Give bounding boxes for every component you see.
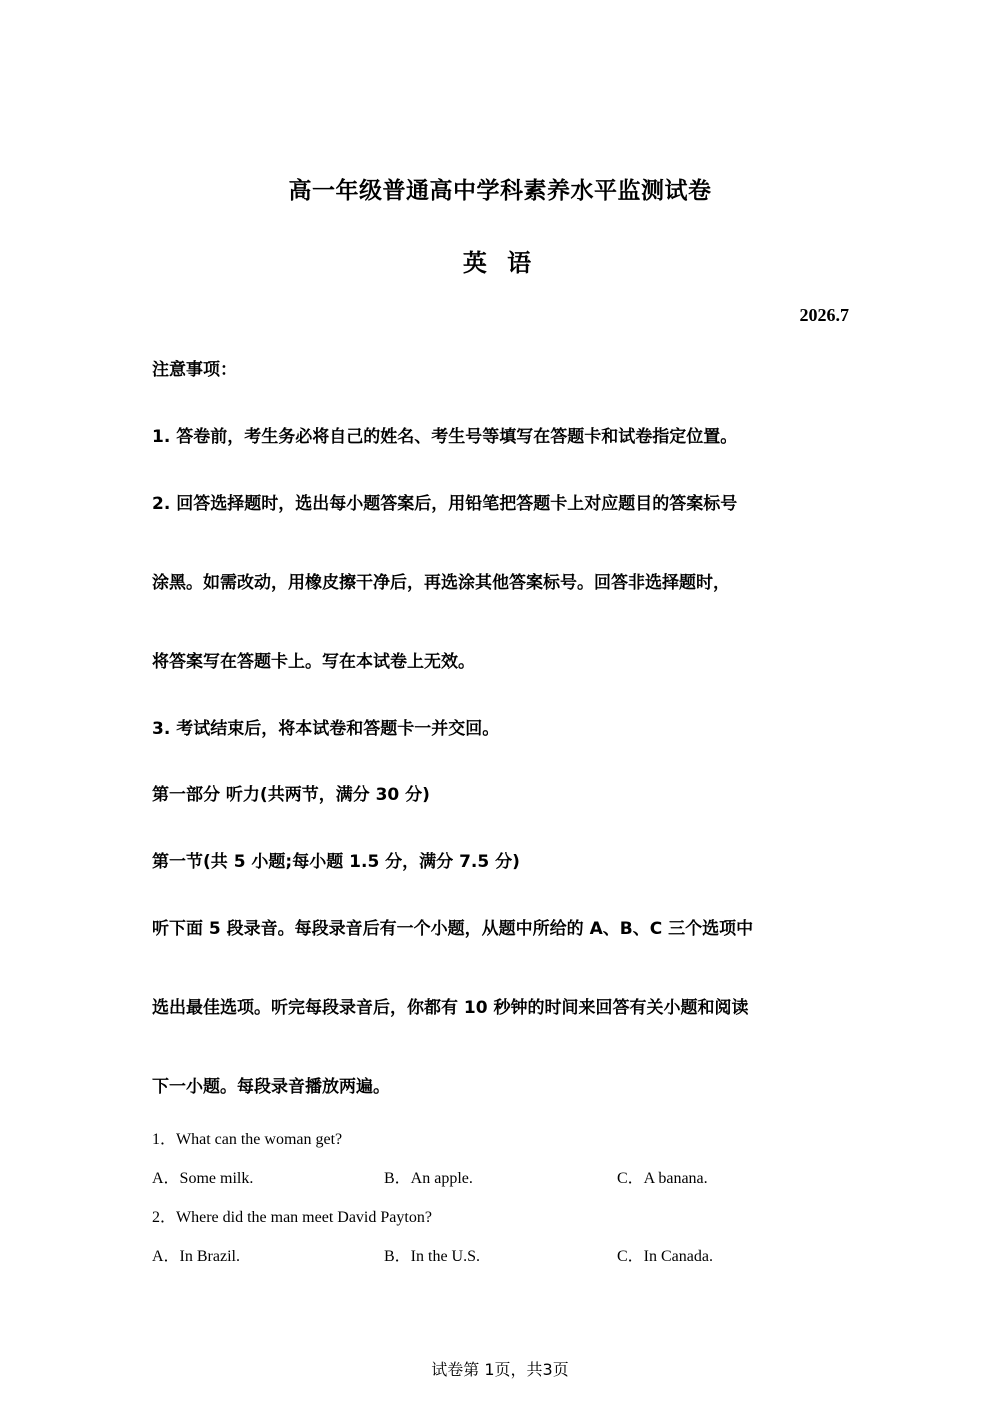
question-1-stem: 1．What can the woman get? — [152, 1131, 343, 1148]
exam-date: 2026.7 — [799, 305, 849, 325]
question-1-option-c: C．A banana. — [617, 1170, 708, 1187]
listening-instructions-line-2: 选出最佳选项。听完每段录音后，你都有 10 秒钟的时间来回答有关小题和阅读 — [152, 998, 749, 1018]
listening-instructions-line-3: 下一小题。每段录音播放两遍。 — [152, 1077, 390, 1097]
notice-item-3: 3. 考试结束后，将本试卷和答题卡一并交回。 — [152, 719, 500, 739]
question-2-stem: 2．Where did the man meet David Payton? — [152, 1209, 432, 1226]
notice-heading: 注意事项： — [152, 360, 237, 380]
part-1-heading: 第一部分 听力(共两节，满分 30 分) — [152, 785, 430, 805]
question-2-option-b: B．In the U.S. — [384, 1248, 481, 1265]
question-1-option-b: B．An apple. — [384, 1170, 473, 1187]
listening-instructions-line-1: 听下面 5 段录音。每段录音后有一个小题，从题中所给的 A、B、C 三个选项中 — [152, 919, 754, 939]
exam-title: 高一年级普通高中学科素养水平监测试卷 — [288, 178, 712, 204]
question-2-option-c: C．In Canada. — [617, 1248, 713, 1265]
page-footer: 试卷第 1页，共3页 — [431, 1360, 569, 1379]
notice-item-1: 1. 答卷前，考生务必将自己的姓名、考生号等填写在答题卡和试卷指定位置。 — [152, 427, 738, 447]
section-1-heading: 第一节(共 5 小题;每小题 1.5 分，满分 7.5 分) — [152, 852, 520, 872]
notice-item-2-line-3: 将答案写在答题卡上。写在本试卷上无效。 — [152, 652, 475, 672]
question-1-option-a: A．Some milk. — [152, 1170, 254, 1187]
notice-item-2-line-2: 涂黑。如需改动，用橡皮擦干净后，再选涂其他答案标号。回答非选择题时， — [152, 573, 730, 593]
exam-subject: 英 语 — [462, 249, 538, 277]
notice-item-2-line-1: 2. 回答选择题时，选出每小题答案后，用铅笔把答题卡上对应题目的答案标号 — [152, 494, 738, 514]
question-2-option-a: A．In Brazil. — [152, 1248, 240, 1265]
